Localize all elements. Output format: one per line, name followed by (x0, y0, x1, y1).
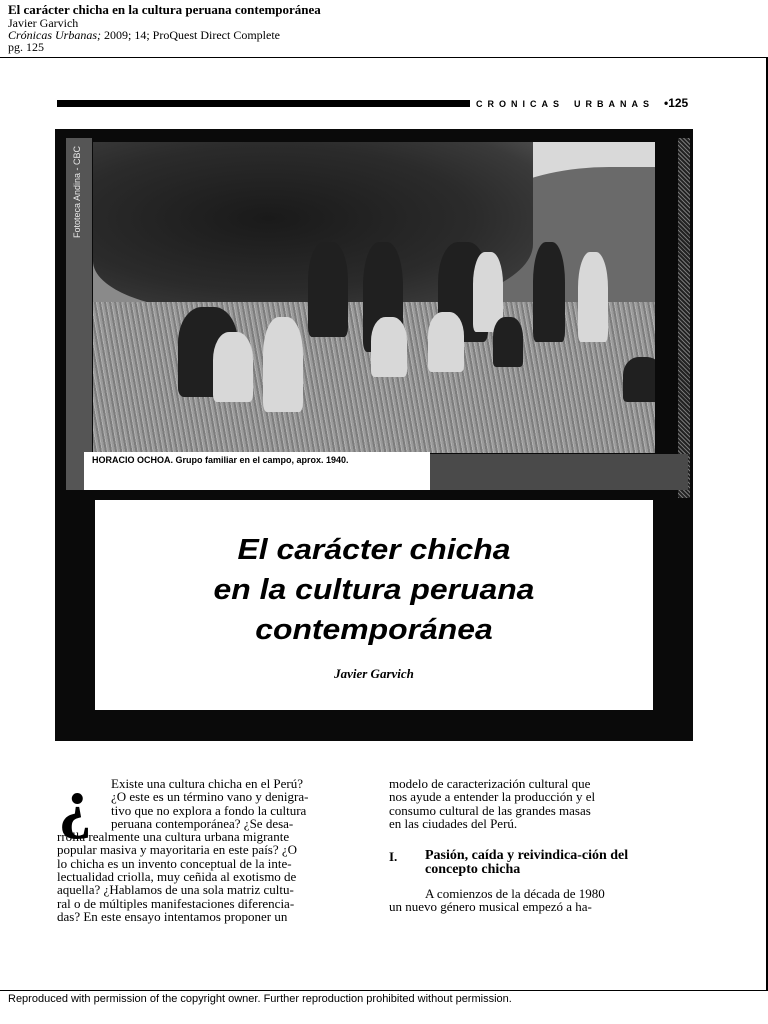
body-column-right (389, 777, 657, 830)
copyright-footer: Reproduced with permission of the copyright owner. Further reproduction prohibited without permission. (8, 993, 512, 1005)
photo-figure (428, 312, 464, 372)
section-body (389, 887, 657, 914)
photo-figure (623, 357, 655, 402)
body-line: peruana contemporánea? ¿Se desa- (111, 815, 294, 831)
body-line: en las ciudades del Perú. (389, 815, 518, 831)
photo-figure (213, 332, 253, 402)
scan-speckle (678, 138, 690, 498)
body-line: Existe una cultura chicha en el Perú? (111, 776, 304, 791)
photo-figure (308, 242, 348, 337)
citation-details: 2009; 14; ProQuest Direct Complete (101, 28, 280, 42)
title-panel (95, 500, 653, 710)
citation-source (8, 29, 748, 41)
photo-figure (371, 317, 407, 377)
photo-figure (263, 317, 303, 412)
body-line: rrolla realmente una cultura urbana migrante (57, 829, 290, 845)
body-line: tivo que no explora a fondo la cultura (111, 802, 307, 818)
citation-journal: Crónicas Urbanas; (8, 28, 102, 42)
photo-credit-strip (66, 138, 92, 490)
photo-credit: Fototeca Andina - CBC (72, 145, 82, 238)
photo-figure (533, 242, 565, 342)
photo-caption-box (84, 452, 430, 490)
body-line: un nuevo género musical empezó a ha- (389, 899, 592, 915)
body-line: lo chicha es un invento conceptual de la inte- (57, 855, 292, 871)
body-line: modelo de caracterización cultural que (389, 776, 591, 791)
body-line: das? En este ensayo intentamos proponer un (57, 908, 288, 924)
article-title-line-3: contemporánea (255, 614, 493, 646)
body-line: lectualidad criolla, muy ceñida al exotismo de (57, 869, 297, 885)
photo-caption: HORACIO OCHOA. Grupo familiar en el campo, aprox. 1940. (92, 455, 349, 465)
body-line: A comienzos de la década de 1980 (425, 886, 605, 901)
drop-cap: ¿ (58, 764, 92, 840)
article-title-line-2: en la cultura peruana (213, 574, 535, 606)
photo-figure (578, 252, 608, 342)
page-number: •125 (664, 96, 689, 110)
body-line: nos ayude a entender la producción y el (389, 789, 596, 805)
body-line: aquella? ¿Hablamos de una sola matriz cultu- (57, 882, 294, 898)
family-photo (93, 142, 655, 453)
body-line: consumo cultural de las grandes masas (389, 802, 591, 818)
body-column-left (57, 777, 359, 923)
section-number: I. (389, 849, 398, 864)
section-title: Pasión, caída y reivindica-ción del concepto chicha (425, 848, 629, 877)
body-line: ral o de múltiples manifestaciones diferencia- (57, 895, 295, 911)
page-frame-top (0, 57, 768, 58)
body-line: popular masiva y mayoritaria en este país? ¿O (57, 842, 298, 858)
body-line: ¿O este es un término vano y denigra- (111, 789, 309, 805)
running-header-word-2: URBANAS (574, 99, 655, 109)
citation-title: El carácter chicha en la cultura peruana contemporánea (8, 2, 321, 17)
citation-header (8, 2, 748, 53)
article-byline: Javier Garvich (334, 666, 414, 681)
citation-page: pg. 125 (8, 40, 44, 54)
citation-author: Javier Garvich (8, 16, 79, 30)
page-frame-bottom (0, 990, 768, 991)
running-header-rule (57, 100, 470, 107)
article-title (67, 530, 681, 650)
article-title-line-1: El carácter chicha (237, 534, 511, 566)
running-header (476, 97, 654, 111)
running-header-word-1: CRONICAS (476, 99, 565, 109)
photo-figure (493, 317, 523, 367)
